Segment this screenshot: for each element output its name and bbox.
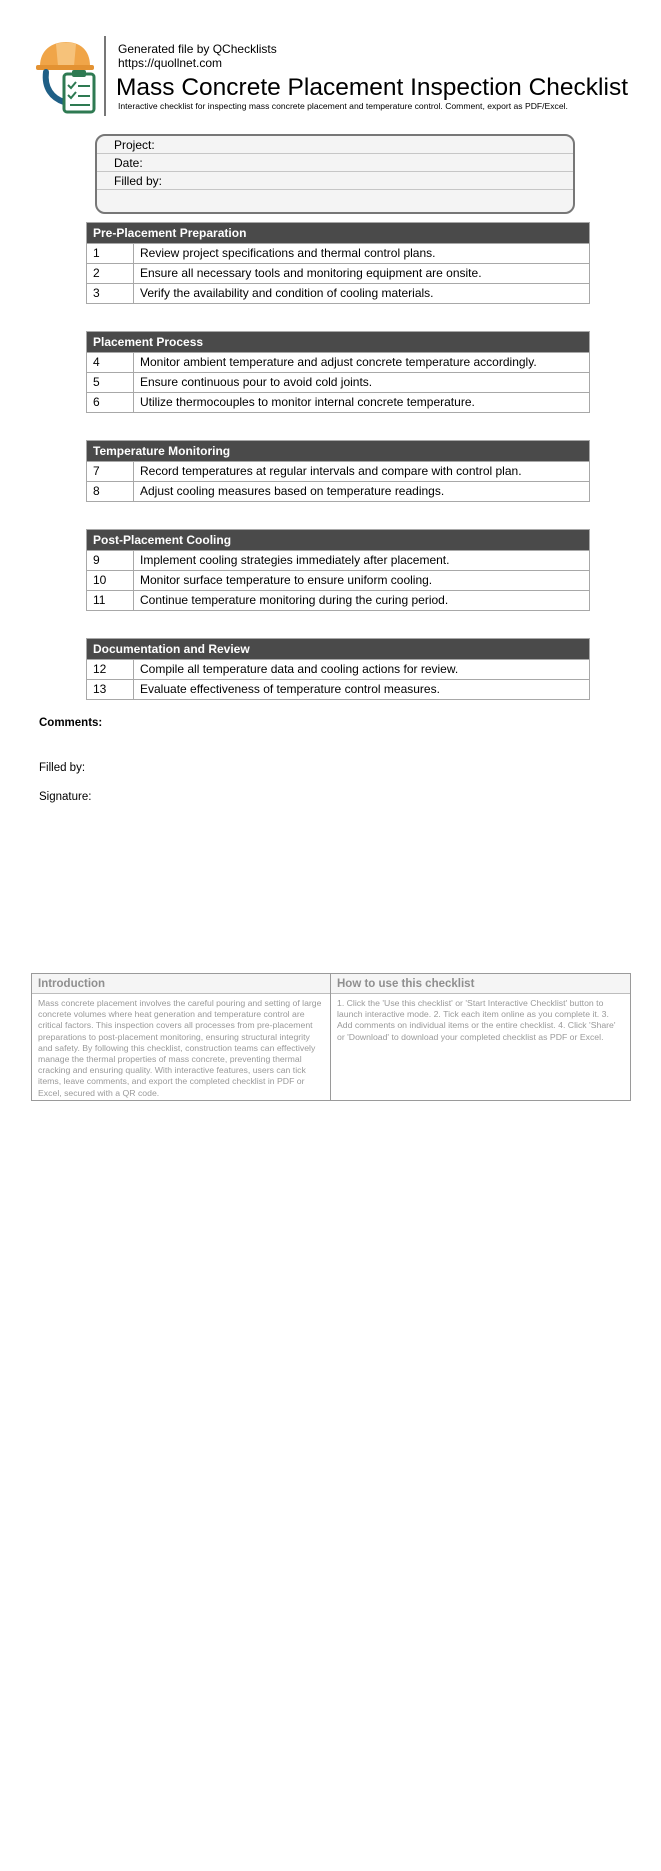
checklist-item[interactable]	[87, 461, 589, 481]
item-text: Evaluate effectiveness of temperature control measures.	[140, 682, 440, 696]
project-field: Project:	[97, 136, 573, 154]
item-text: Utilize thermocouples to monitor internal concrete temperature.	[140, 395, 475, 409]
item-text: Adjust cooling measures based on temperature readings.	[140, 484, 445, 498]
section-post-placement-cooling	[86, 529, 590, 611]
item-text: Ensure continuous pour to avoid cold joints.	[140, 375, 373, 389]
section-pre-placement	[86, 222, 590, 304]
how-to-column	[331, 974, 630, 1100]
checklist-item[interactable]	[87, 263, 589, 283]
section-title: Placement Process	[87, 332, 589, 352]
section-title: Documentation and Review	[87, 639, 589, 659]
info-empty-row	[97, 190, 573, 208]
info-box	[95, 134, 575, 214]
item-text: Monitor ambient temperature and adjust concrete temperature accordingly.	[140, 355, 537, 369]
item-number: 6	[87, 393, 134, 412]
item-number: 10	[87, 571, 134, 590]
page-subtitle: Interactive checklist for inspecting mass concrete placement and temperature control. Comment, export as PDF/Excel.	[118, 101, 568, 111]
checklist-item[interactable]	[87, 283, 589, 303]
checklist-item[interactable]	[87, 550, 589, 570]
item-text: Monitor surface temperature to ensure uniform cooling.	[140, 573, 433, 587]
checklist-item[interactable]	[87, 352, 589, 372]
item-number: 11	[87, 591, 134, 610]
item-number: 1	[87, 244, 134, 263]
checklist-item[interactable]	[87, 570, 589, 590]
section-placement-process	[86, 331, 590, 413]
document-header	[34, 36, 634, 118]
how-to-heading: How to use this checklist	[331, 974, 630, 994]
checklist-item[interactable]	[87, 392, 589, 412]
page-title: Mass Concrete Placement Inspection Checklist	[116, 74, 628, 101]
generated-by-text: Generated file by QChecklists	[118, 42, 277, 56]
item-text: Compile all temperature data and cooling actions for review.	[140, 662, 459, 676]
intro-table	[31, 973, 631, 1101]
signature-label: Signature:	[39, 791, 92, 803]
how-to-text: 1. Click the 'Use this checklist' or 'Start Interactive Checklist' button to launch interactive mode. 2. Tick each item online as you complete it. 3. Add comments on individual items or the entire checklist. 4. Click 'Share' or 'Download' to download your completed checklist as PDF or Excel.	[337, 998, 616, 1042]
comments-label: Comments:	[39, 717, 103, 729]
item-number: 12	[87, 660, 134, 679]
item-text: Ensure all necessary tools and monitoring equipment are onsite.	[140, 266, 482, 280]
item-text: Record temperatures at regular intervals and compare with control plan.	[140, 464, 522, 478]
section-temperature-monitoring	[86, 440, 590, 502]
checklist-item[interactable]	[87, 679, 589, 699]
item-number: 9	[87, 551, 134, 570]
checklist-item[interactable]	[87, 372, 589, 392]
item-number: 3	[87, 284, 134, 303]
item-number: 7	[87, 462, 134, 481]
checklist-item[interactable]	[87, 590, 589, 610]
item-number: 8	[87, 482, 134, 501]
section-title: Temperature Monitoring	[87, 441, 589, 461]
source-url[interactable]: https://quollnet.com	[118, 56, 223, 70]
filled-by-label: Filled by:	[39, 762, 86, 774]
item-text: Verify the availability and condition of cooling materials.	[140, 286, 434, 300]
section-title: Pre-Placement Preparation	[87, 223, 589, 243]
checklist-item[interactable]	[87, 481, 589, 501]
filled-by-field: Filled by:	[97, 172, 573, 190]
checklist-item[interactable]	[87, 243, 589, 263]
section-title: Post-Placement Cooling	[87, 530, 589, 550]
item-text: Review project specifications and thermal control plans.	[140, 246, 436, 260]
item-number: 13	[87, 680, 134, 699]
item-number: 5	[87, 373, 134, 392]
item-number: 2	[87, 264, 134, 283]
introduction-column	[32, 974, 331, 1100]
item-text: Continue temperature monitoring during the curing period.	[140, 593, 449, 607]
item-number: 4	[87, 353, 134, 372]
item-text: Implement cooling strategies immediately after placement.	[140, 553, 450, 567]
header-divider	[104, 36, 106, 116]
date-field: Date:	[97, 154, 573, 172]
introduction-text: Mass concrete placement involves the careful pouring and setting of large concrete volumes where heat generation and temperature control are critical factors. This inspection covers all processes from pre-placement preparations to post-placement monitoring, ensuring structural integrity and safety. By following this checklist, construction teams can effectively manage the thermal properties of mass concrete, preventing thermal cracking and ensuring quality. With interactive features, users can tick items, leave comments, and export the completed checklist in PDF or Excel, secured with a QR code.	[38, 998, 322, 1098]
hardhat-checklist-logo-icon	[34, 38, 104, 114]
introduction-heading: Introduction	[32, 974, 330, 994]
checklist-item[interactable]	[87, 659, 589, 679]
section-documentation-review	[86, 638, 590, 700]
